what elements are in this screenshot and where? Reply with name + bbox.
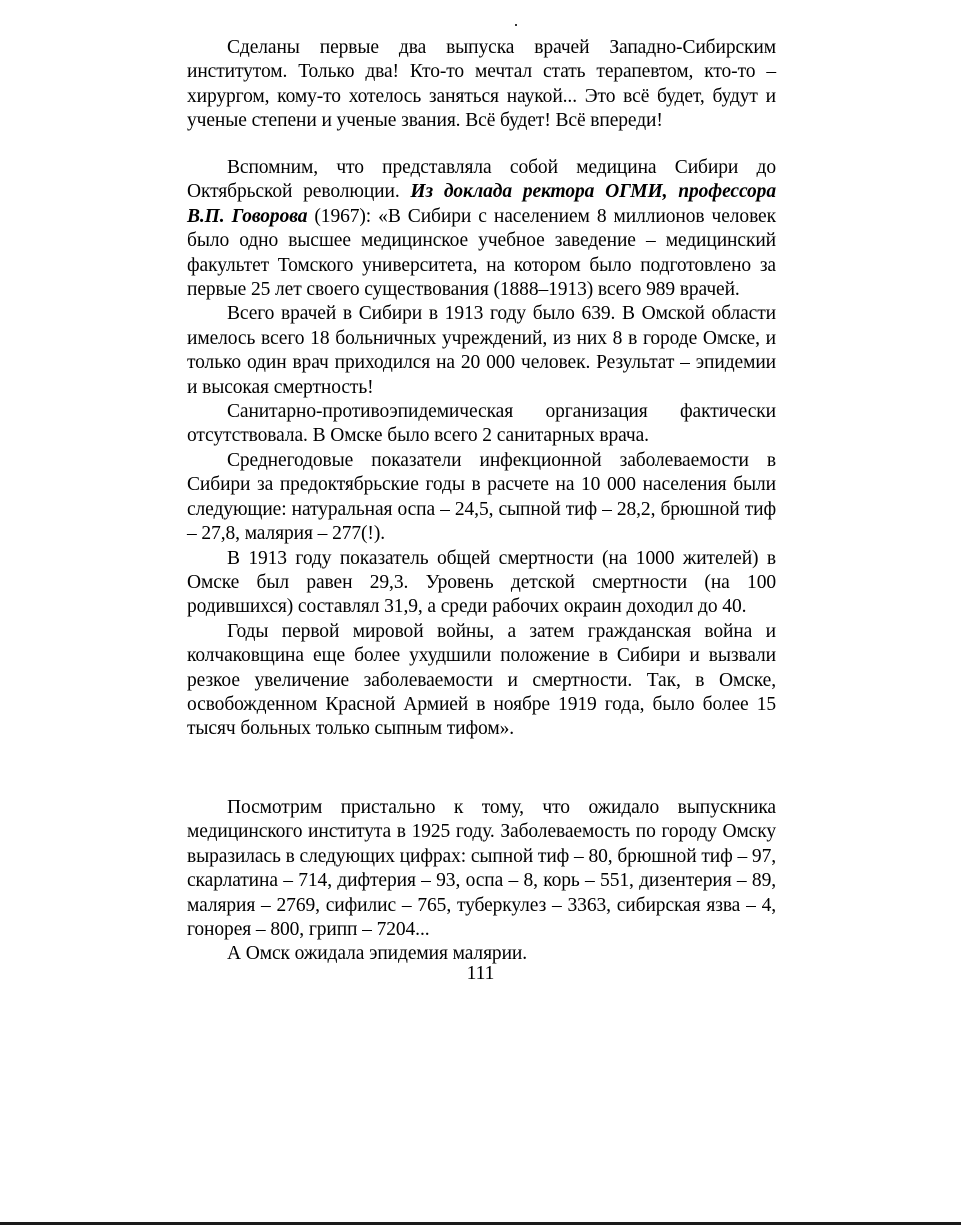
paragraph: А Омск ожидала эпидемия малярии. [227,943,528,965]
paragraph-quote: (1967): «В Сибири с населением 8 миллионов человек было одно высшее медицинское учебное заведение – медицинский факультет Томского университета, на котором было подготовлено за первые 25 лет своего существования (1888–1913) всего 989 врачей. [187,205,776,301]
text-block-graduates [187,36,776,134]
print-speck [515,24,517,26]
paragraph: В 1913 году показатель общей смертности (на 1000 жителей) в Омске был равен 29,3. Уровень детской смертности (на 100 родившихся) составлял 31,9, а среди рабочих окраин доходил до 40. [187,547,776,618]
paragraph: Сделаны первые два выпуска врачей Западно-Сибирским институтом. Только два! Кто-то мечтал стать терапевтом, кто-то – хирургом, кому-то хотелось заняться наукой... Это всё будет, будут и ученые степени и ученые звания. Всё будет! Всё впереди! [187,37,776,132]
paragraph: Годы первой мировой войны, а затем гражданская война и колчаковщина еще более ухудшили положение в Сибири и вызвали резкое увеличение заболеваемости и смертности. Так, в Омске, освобожденном Красной Армией в ноябре 1919 года, было более 15 тысяч больных только сыпным тифом». [187,620,776,740]
text-block-history [187,156,776,742]
scan-edge-line [0,1222,961,1225]
paragraph-intro: Вспомним, что представляла собой медицина Сибири до Октябрьской революции. [187,157,776,203]
paragraph: Всего врачей в Сибири в 1913 году было 639. В Омской области имелось всего 18 больничных учреждений, из них 8 в городе Омске, и только один врач приходился на 20 000 человек. Результат – эпидемии и высокая смертность! [187,303,776,398]
emphasized-source: Из доклада ректора ОГМИ, профессора В.П. Говорова [187,181,776,227]
page-number: 111 [466,963,495,984]
paragraph: Среднегодовые показатели инфекционной заболеваемости в Сибири за предоктябрьские годы в расчете на 10 000 населения были следующие: натуральная оспа – 24,5, сыпной тиф – 28,2, брюшной тиф – 27,8, малярия – 277(!). [187,449,776,545]
paragraph [187,156,776,302]
paragraph: Посмотрим пристально к тому, что ожидало выпускника медицинского института в 1925 году. Заболеваемость по городу Омску выразилась в следующих цифрах: сыпной тиф – 80, брюшной тиф – 97, скарлатина – 714, дифтерия – 93, оспа – 8, корь – 551, дизентерия – 89, малярия – 2769, сифилис – 765, туберкулез – 3363, сибирская язва – 4, гонорея – 800, грипп – 7204... [187,797,776,941]
paragraph: Санитарно-противоэпидемическая организация фактически отсутствовала. В Омске было всего 2 санитарных врача. [187,401,776,447]
text-block-1925 [187,796,776,967]
